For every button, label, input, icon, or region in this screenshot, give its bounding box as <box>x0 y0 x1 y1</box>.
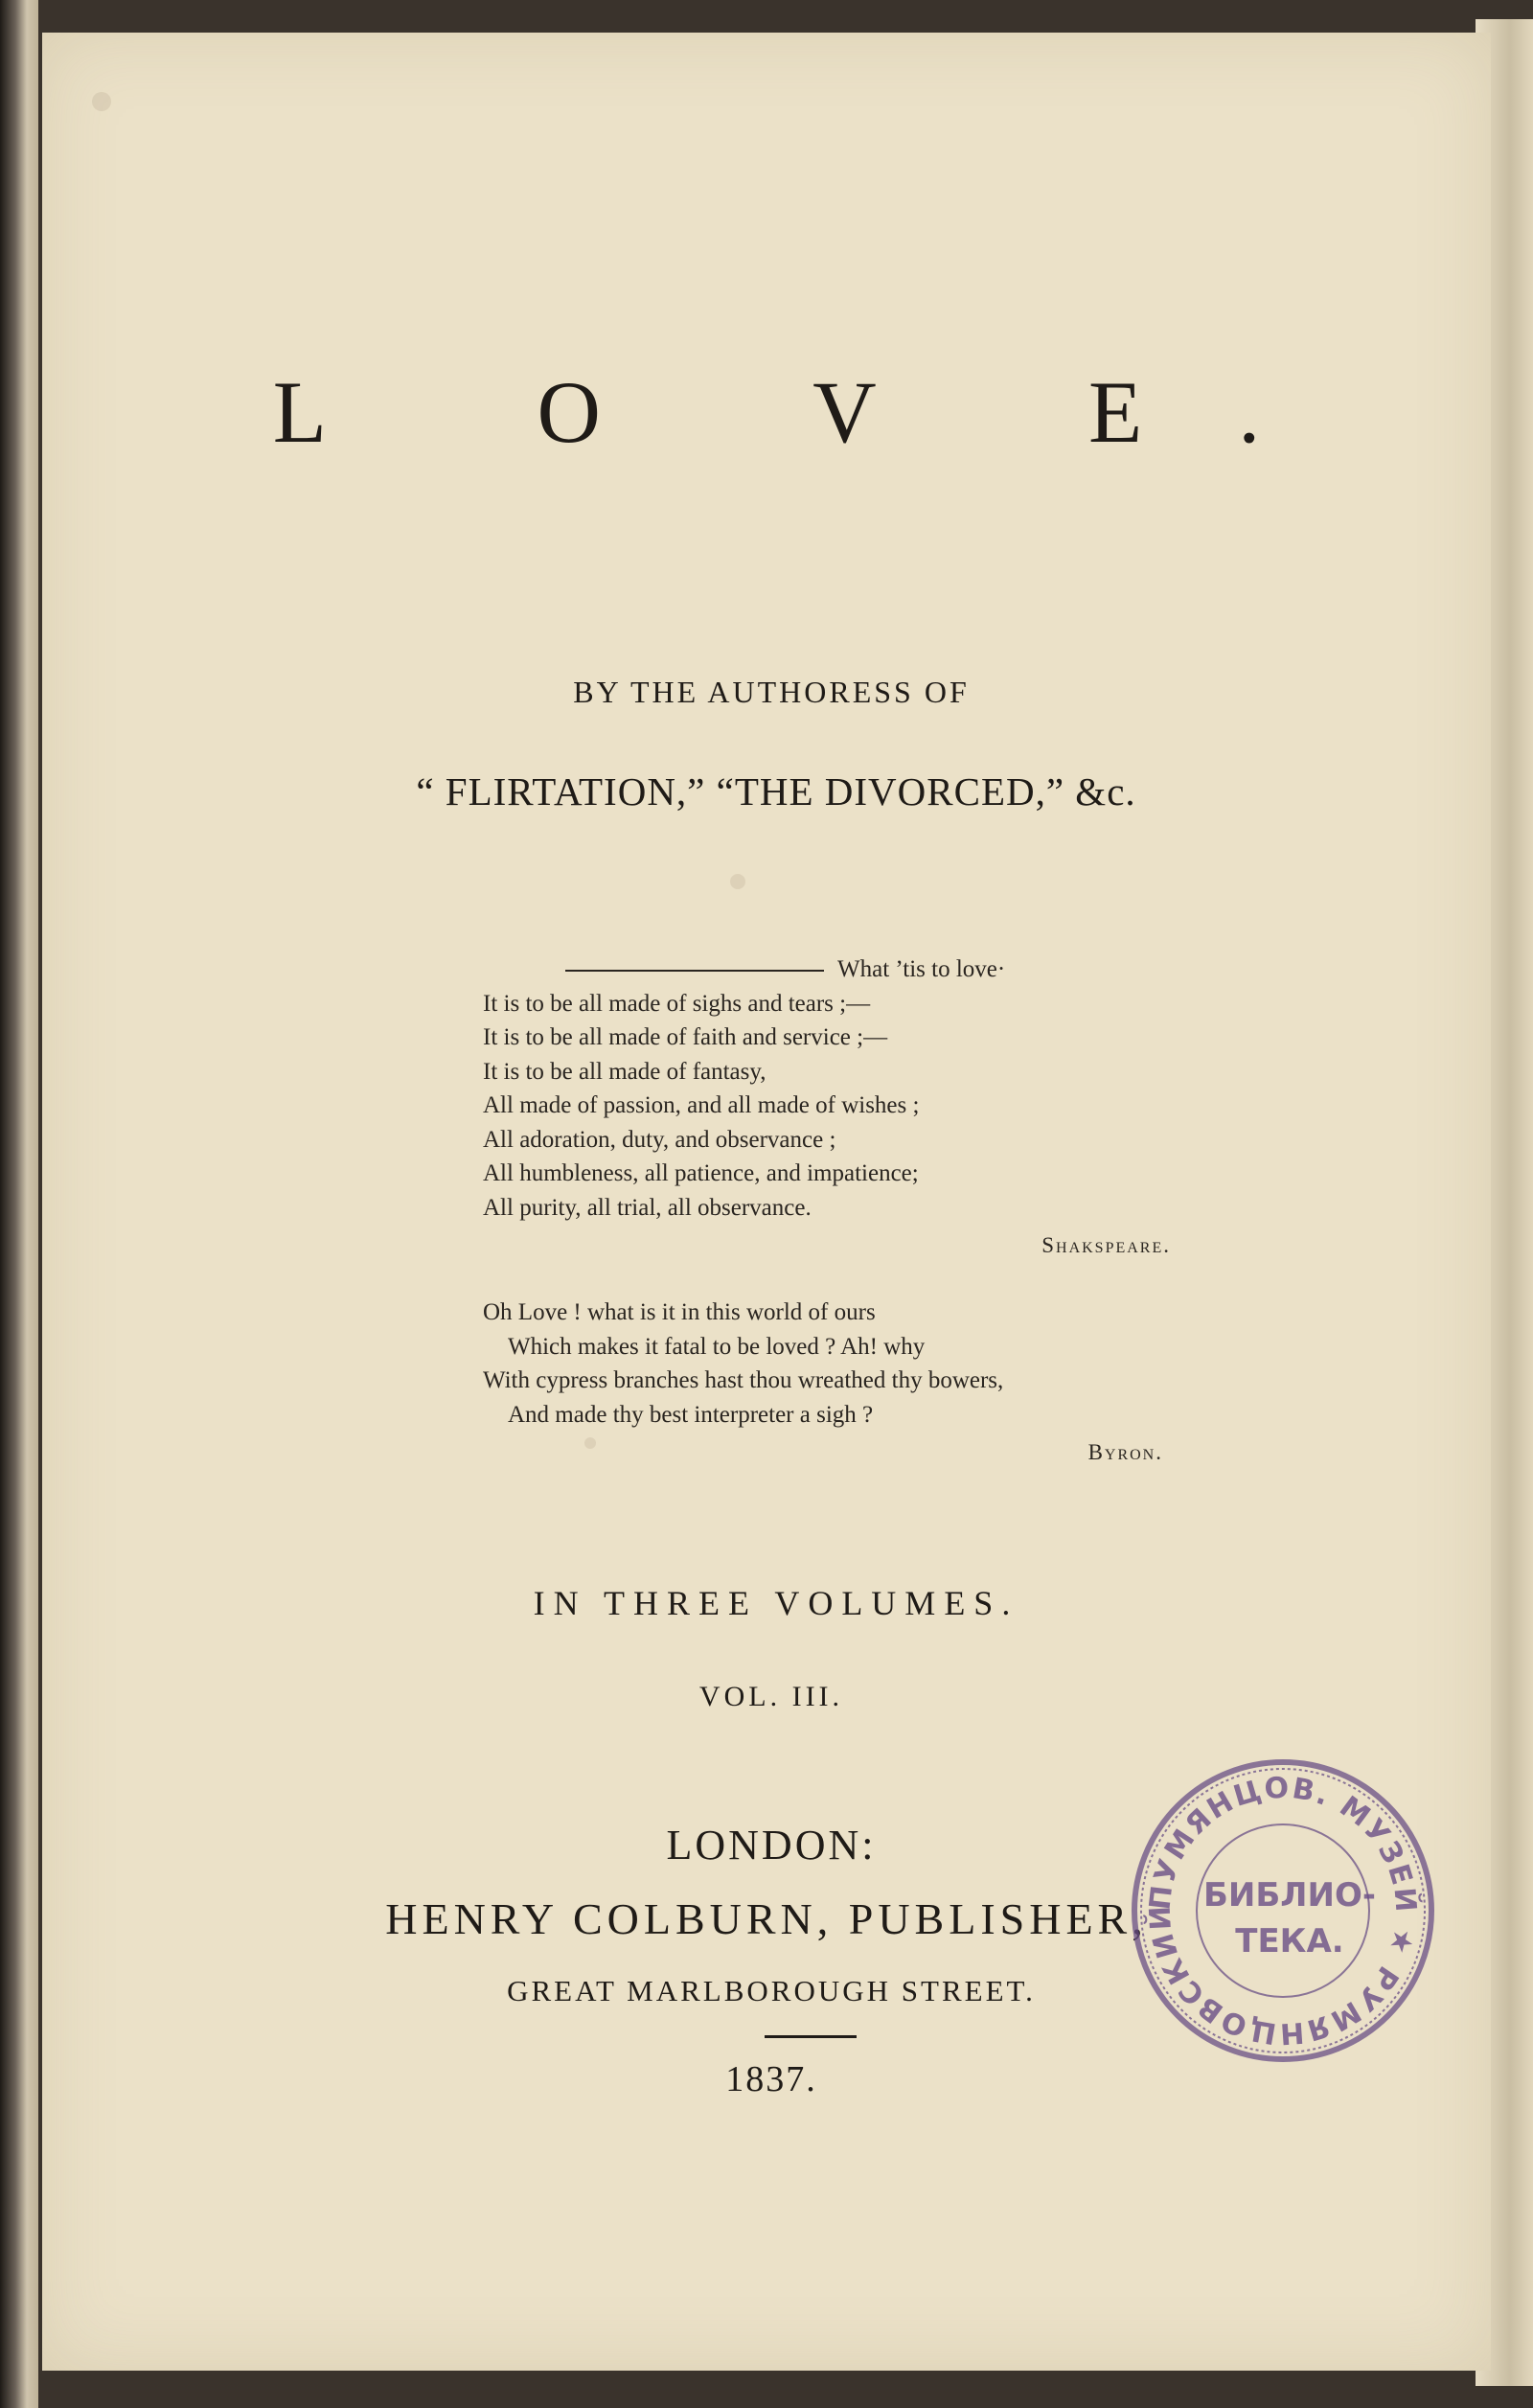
epigraph-line: It is to be all made of fantasy, <box>483 1058 766 1085</box>
imprint-publisher: HENRY COLBURN, PUBLISHER, <box>385 1894 1148 1943</box>
authoress-byline: BY THE AUTHORESS OF <box>573 675 970 709</box>
epigraph-attribution-byron: Byron. <box>1087 1440 1163 1464</box>
previous-works: “ FLIRTATION,” “THE DIVORCED,” &c. <box>416 769 1136 814</box>
epigraph-line: And made thy best interpreter a sigh ? <box>508 1401 874 1428</box>
book-binding <box>0 0 38 2408</box>
shakespeare-epigraph <box>483 952 1173 1263</box>
paper-foxing-spot <box>730 874 745 889</box>
epigraph-dash-rule <box>565 970 824 972</box>
epigraph-line: With cypress branches hast thou wreathed thy bowers, <box>483 1367 1004 1393</box>
title-page <box>42 33 1491 2371</box>
epigraph-line: All humbleness, all patience, and impatience; <box>483 1160 919 1186</box>
epigraph-attribution-shakspeare: Shakspeare. <box>1041 1233 1171 1257</box>
stamp-center-line1: БИБЛИО- <box>1203 1876 1376 1915</box>
epigraph-first-line <box>483 952 1173 987</box>
epigraph-line: It is to be all made of faith and service ;— <box>483 1024 888 1050</box>
epigraph-line: All made of passion, and all made of wishes ; <box>483 1092 920 1118</box>
epigraph-line: It is to be all made of sighs and tears ;— <box>483 990 871 1017</box>
paper-foxing-spot <box>92 92 111 111</box>
volume-count: IN THREE VOLUMES. <box>533 1584 1019 1622</box>
stamp-center-line2: ТЕКА. <box>1235 1922 1344 1961</box>
epigraph-first-line-text: What ’tis to love· <box>837 956 1006 982</box>
imprint-divider <box>765 2035 857 2038</box>
imprint-street: GREAT MARLBOROUGH STREET. <box>507 1974 1036 2007</box>
epigraph-line: Which makes it fatal to be loved ? Ah! why <box>508 1333 926 1360</box>
stamp-ring-text: ПУМЯНЦОВ. МУЗЕЙ ★ РУМЯНЦОВСКИЙ <box>1143 1771 1423 2051</box>
volume-number: VOL. III. <box>698 1681 844 1712</box>
epigraph-line: All adoration, duty, and observance ; <box>483 1126 836 1153</box>
imprint-city: LONDON: <box>666 1822 877 1869</box>
byron-epigraph <box>483 1296 1173 1470</box>
epigraph-line: All purity, all trial, all observance. <box>483 1194 812 1221</box>
epigraph-line: Oh Love ! what is it in this world of ours <box>483 1299 876 1325</box>
book-title: L O V E. <box>272 363 1357 461</box>
imprint-year: 1837. <box>725 2059 817 2099</box>
library-stamp <box>1125 1753 1441 2069</box>
